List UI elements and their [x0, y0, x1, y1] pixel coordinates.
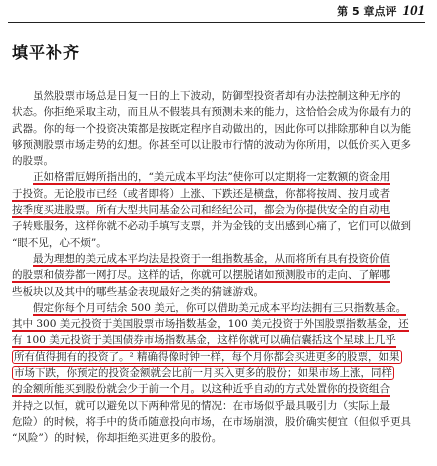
paragraph-4	[12, 300, 423, 447]
text-line	[12, 349, 423, 365]
underlined-text: 其中 300 美元投资于美国股票市场指数基金，100 美元投资于外国股票指数基金，还	[12, 318, 409, 331]
page-header	[0, 3, 425, 20]
circled-text: 所有值得拥有的投资了。² 精确得像时钟一样，每个月你都会买进更多的股票，如果	[14, 350, 400, 363]
text-line	[12, 365, 423, 381]
body-text	[12, 88, 423, 447]
text-line	[12, 381, 423, 397]
underlined-text: 正如格雷厄姆所指出的，“美元成本平均法”使你可以定期将一定数额的资金用	[33, 171, 391, 184]
header-rule	[8, 22, 425, 23]
text-line: “风险”）的时候，你却拒绝买进更多的股份。	[12, 432, 223, 445]
paragraph-2	[12, 169, 423, 250]
text-line	[12, 316, 423, 332]
underlined-text: 最为理想的美元成本平均法是投资于一组指数基金，从而将所有具有投资价值	[33, 252, 390, 265]
text-line: 危险）的时候，将手中的货币随意投向市场，在市场崩溃，股价确实便宜（但似乎更具	[12, 415, 411, 428]
underlined-text: 的金额所能买到股份就会少于前一个月。以这种近乎自动的方式处置你的投资组合	[12, 383, 390, 396]
text-line: 虽然股票市场总是日复一日的上下波动，防御型投资者却有办法控制这种无序的	[33, 90, 401, 102]
text-line: 够预测股票市场走势的幻想。你甚至可以让股市行情的波动为你所用，以低价买入更多	[12, 138, 411, 151]
text-line: “眼不见，心不烦”。	[12, 236, 107, 249]
underlined-text: 的股票和债券都一网打尽。这样的话，你就可以摆脱诸如预测股市的走向、了解哪	[12, 269, 390, 282]
text-line: 的股票。	[12, 155, 54, 168]
paragraph-1	[12, 88, 423, 169]
underlined-text: 假定你每个月可结余 500 美元，你可以借助美元成本平均法拥有三只指数基金。	[33, 301, 407, 314]
section-title: 填平补齐	[12, 43, 81, 62]
page-number: 101	[402, 3, 425, 19]
text-line	[12, 332, 423, 348]
text-line: 些板块以及其中的哪些基金表现最好之类的猜谜游戏。	[12, 285, 264, 298]
underlined-text: 于投资。无论股市已经（或者即将）上涨、下跌还是横盘，你都将按周、按月或者	[12, 187, 390, 200]
text-line: 武器。你的每一个投资决策都是按既定程序自动做出的，因此你可以排除那种自以为能	[12, 122, 411, 135]
underlined-text: 有 100 美元投资于美国债券市场指数基金，这样你就可以确信囊括这个星球上几乎	[12, 334, 396, 347]
circled-text: 市场下跌，你预定的投资金额就会比前一月买入更多的股份；如果市场上涨，同样	[14, 367, 392, 380]
text-line: 子转账服务，这样你就不必动手填写支票，并为金钱的支出感到心痛了，它们可以做到	[12, 220, 411, 233]
paragraph-3	[12, 251, 423, 300]
text-line	[12, 202, 423, 218]
text-line	[12, 186, 423, 202]
underlined-text: 按季度买进股票。所有大型共同基金公司和经纪公司，都会为你提供安全的自动电	[12, 204, 390, 217]
text-line: 并持之以恒，就可以避免以下两种常见的情况：在市场似乎最具吸引力（实际上最	[12, 399, 390, 412]
text-line	[12, 267, 423, 283]
text-line: 状态。你拒绝采取主动，而且从不假装具有预测未来的能力，这恰恰会成为你最有力的	[12, 106, 411, 119]
text-line	[12, 169, 423, 185]
text-line	[12, 251, 423, 267]
text-line	[12, 300, 423, 316]
chapter-review-label: 第 5 章点评	[337, 5, 397, 18]
